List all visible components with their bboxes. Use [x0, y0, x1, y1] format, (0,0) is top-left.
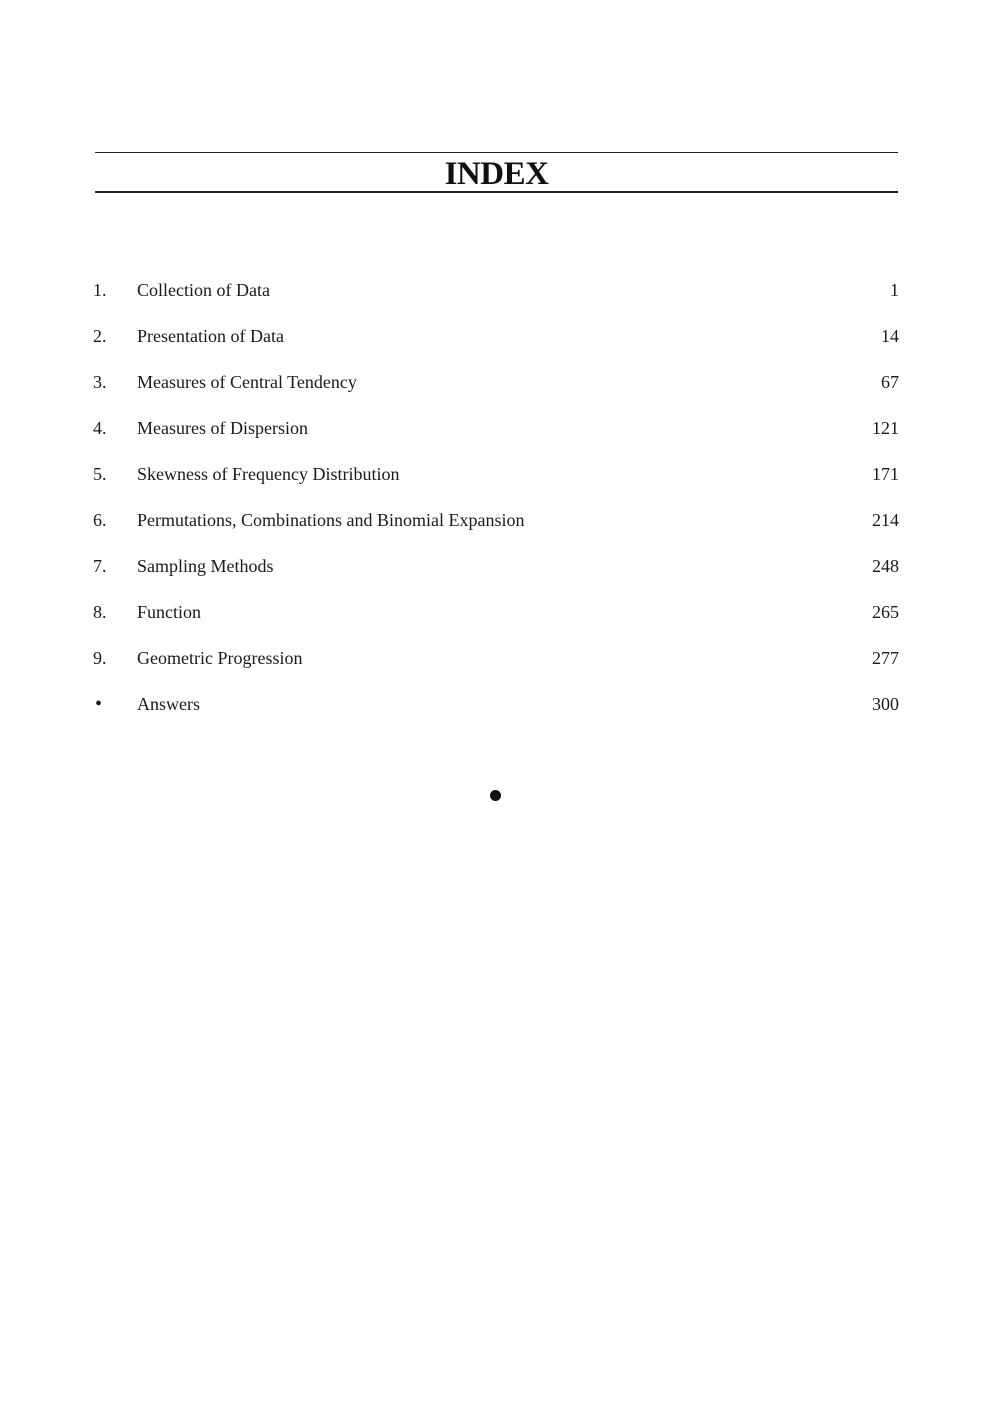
entry-page: 171: [872, 464, 899, 484]
index-entry: [93, 322, 899, 368]
entry-title: Presentation of Data: [137, 326, 284, 346]
title-block: [95, 152, 898, 193]
entry-page: 214: [872, 510, 899, 530]
entry-page: 14: [881, 326, 899, 346]
entry-title: Collection of Data: [137, 280, 270, 300]
entry-number: 9.: [93, 648, 107, 668]
entry-title: Geometric Progression: [137, 648, 303, 668]
index-list: [93, 276, 899, 736]
bullet-icon: •: [95, 693, 103, 715]
index-entry: [93, 552, 899, 598]
entry-title: Sampling Methods: [137, 556, 274, 576]
entry-number: 2.: [93, 326, 107, 346]
entry-number: 1.: [93, 280, 107, 300]
entry-title: Measures of Dispersion: [137, 418, 308, 438]
entry-page: 1: [890, 280, 899, 300]
entry-number: 8.: [93, 602, 107, 622]
entry-number: 3.: [93, 372, 107, 392]
entry-page: 121: [872, 418, 899, 438]
index-entry: [93, 690, 899, 736]
index-entry: [93, 368, 899, 414]
entry-title: Measures of Central Tendency: [137, 372, 357, 392]
entry-title: Function: [137, 602, 202, 622]
entry-number: 5.: [93, 464, 107, 484]
entry-page: 277: [872, 648, 899, 668]
end-mark-icon: [490, 790, 501, 801]
page-title: INDEX: [444, 156, 549, 192]
index-entry: [93, 460, 899, 506]
entry-title: Answers: [137, 694, 200, 714]
entry-title: Skewness of Frequency Distribution: [137, 464, 400, 484]
entry-number: 6.: [93, 510, 107, 530]
index-entry: [93, 414, 899, 460]
entry-title: Permutations, Combinations and Binomial Expansion: [137, 510, 525, 530]
entry-page: 265: [872, 602, 899, 622]
index-entry: [93, 506, 899, 552]
entry-number: 7.: [93, 556, 107, 576]
entry-page: 300: [872, 694, 899, 714]
entry-page: 248: [872, 556, 899, 576]
index-entry: [93, 276, 899, 322]
entry-page: 67: [881, 372, 899, 392]
index-entry: [93, 598, 899, 644]
entry-number: 4.: [93, 418, 107, 438]
index-entry: [93, 644, 899, 690]
